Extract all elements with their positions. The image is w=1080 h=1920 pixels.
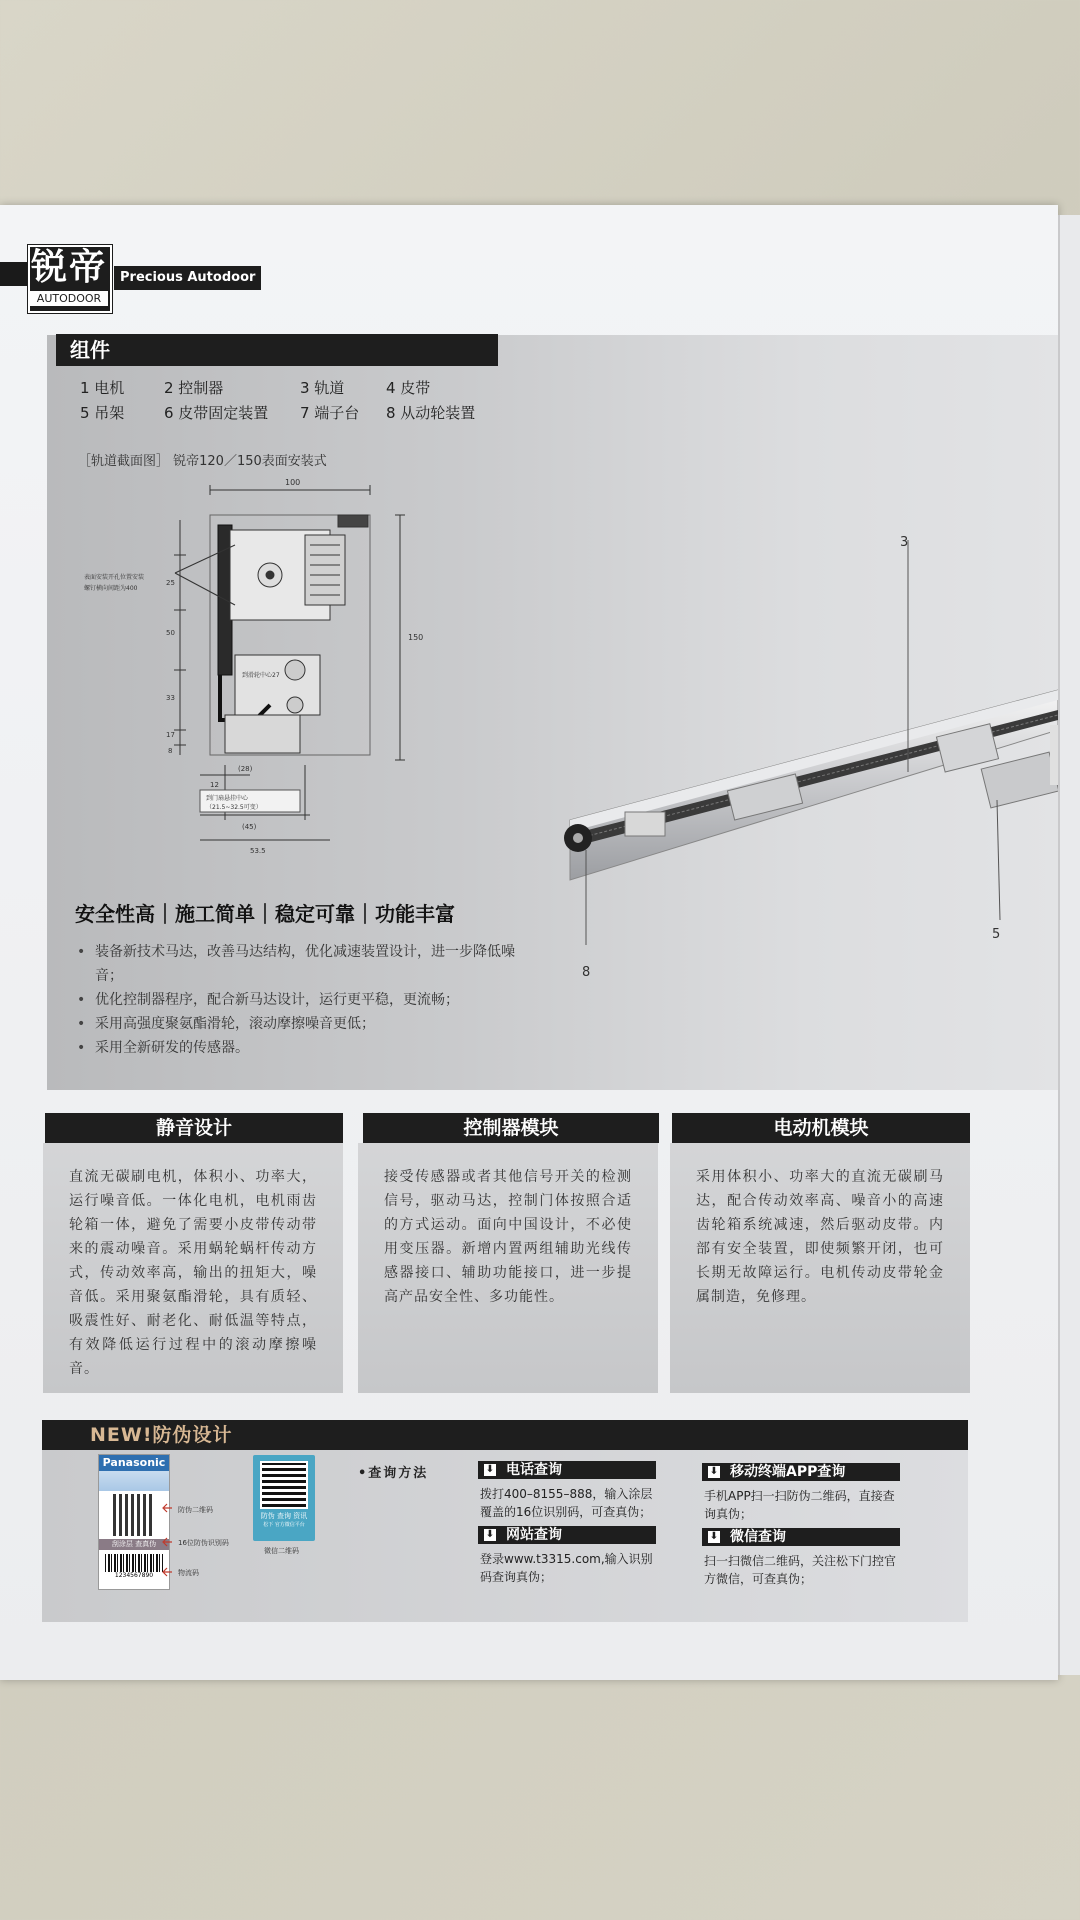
component-item: 5 吊架 <box>80 404 125 422</box>
arrow-down-icon: ⬇ <box>709 1531 719 1542</box>
label-qr-note: 防伪二维码 <box>178 1506 213 1514</box>
photo-label-3: 3 <box>900 535 909 550</box>
box-text-silent: 直流无碳刷电机，体积小、功率大，运行噪音低。一体化电机，电机雨齿轮箱一体，避免了需要小皮带传动带来的震动噪音。采用蜗轮蜗杆传动方式，传动效率高，输出的扭矩大，噪音低。采用聚氨酯滑轮，具有质轻、吸震性好、耐老化、耐低温等特点，有效降低运行过程中的滚动摩擦噪音。 <box>43 1143 343 1393</box>
components-title: 组件 <box>56 334 498 366</box>
table-surface <box>0 1680 1080 1920</box>
component-item: 4 皮带 <box>386 379 431 397</box>
dim-5: 8 <box>168 747 173 755</box>
component-item: 7 端子台 <box>300 404 360 422</box>
box-title-controller: 控制器模块 <box>363 1113 659 1143</box>
dim-4: 17 <box>166 731 175 739</box>
photo-label-8: 8 <box>582 965 591 980</box>
feature-item: • 优化控制器程序，配合新马达设计，运行更平稳，更流畅； <box>75 988 515 1012</box>
dim-6: (28) <box>238 765 253 773</box>
track-product-illustration <box>540 520 1058 960</box>
query-method-label: •查询方法 <box>358 1466 429 1481</box>
label-logistics-note: 物流码 <box>178 1569 199 1577</box>
dim-7: 12 <box>210 781 219 789</box>
app-query-header <box>702 1463 900 1481</box>
features-list <box>75 940 515 1060</box>
label-code-note: 16位防伪识别码 <box>178 1539 229 1547</box>
feature-item: • 采用高强度聚氨酯滑轮，滚动摩擦噪音更低； <box>75 1012 515 1036</box>
wechat-query-title: 微信查询 <box>730 1529 786 1545</box>
feature-item: • 采用全新研发的传感器。 <box>75 1036 515 1060</box>
anticounterfeit-title: NEW!防伪设计 <box>90 1424 233 1446</box>
arrow-down-icon: ⬇ <box>485 1529 495 1540</box>
components-row-2 <box>80 402 475 423</box>
feature-item: • 装备新技术马达，改善马达结构，优化减速装置设计，进一步降低噪音； <box>75 940 515 988</box>
component-item: 8 从动轮装置 <box>386 404 476 422</box>
wechat-text: 防伪 查询 资讯 <box>260 1512 308 1520</box>
component-item: 3 轨道 <box>300 379 345 397</box>
barcode-icon <box>105 1554 163 1572</box>
component-item: 1 电机 <box>80 379 125 397</box>
box-title-silent: 静音设计 <box>45 1113 343 1143</box>
dim-right: 150 <box>408 633 424 642</box>
phone-query-title: 电话查询 <box>506 1462 562 1478</box>
logo-bar <box>0 262 28 286</box>
note-center: 到滑轮中心27 <box>242 672 280 679</box>
next-page-edge <box>1058 215 1080 1675</box>
note-bottom-2: （21.5~32.5可变） <box>206 804 262 811</box>
qr-code-icon <box>113 1494 155 1536</box>
web-query-header <box>478 1526 656 1544</box>
brand-tagline: Precious Autodoor <box>114 266 261 290</box>
qr-code-icon <box>260 1461 308 1509</box>
label-pointer-arrows <box>162 1500 202 1580</box>
box-title-motor: 电动机模块 <box>672 1113 970 1143</box>
arrow-down-icon: ⬇ <box>709 1466 719 1477</box>
dim-9: 53.5 <box>250 847 266 855</box>
arrow-down-icon: ⬇ <box>485 1464 495 1475</box>
wechat-qr-card <box>253 1455 315 1541</box>
web-query-text: 登录www.t3315.com,输入识别码查询真伪； <box>480 1552 653 1584</box>
dim-8: (45) <box>242 823 257 831</box>
component-item: 6 皮带固定装置 <box>164 404 269 422</box>
phone-query-text: 拨打400–8155–888，输入涂层覆盖的16位识别码，可查真伪； <box>480 1487 653 1519</box>
photo-label-5: 5 <box>992 927 1001 942</box>
box-text-motor: 采用体积小、功率大的直流无碳刷马达，配合传动效率高、噪音小的高速齿轮箱系统减速，然后驱动皮带。内部有安全装置，即使频繁开闭，也可长期无故障运行。电机传动皮带轮金属制造，免修理。 <box>670 1143 970 1393</box>
dim-2: 50 <box>166 629 175 637</box>
brand-name-cn: 锐帝 <box>30 247 107 288</box>
component-item: 2 控制器 <box>164 379 224 397</box>
track-cross-section-diagram <box>70 475 430 860</box>
box-text-controller: 接受传感器或者其他信号开关的检测信号，驱动马达，控制门体按照合适的方式运动。面向中国设计，不必使用变压器。新增内置两组辅助光线传感器接口、辅助功能接口，进一步提高产品安全性、多功能性。 <box>358 1143 658 1393</box>
web-query-title: 网站查询 <box>506 1527 562 1543</box>
label-scratch: 刮涂层 查真伪 <box>99 1539 169 1550</box>
diagram-caption: ［轨道截面图］ 锐帝120／150表面安装式 <box>78 454 327 469</box>
label-number: 1234567890 <box>114 1572 154 1579</box>
label-brand: Panasonic <box>99 1455 169 1471</box>
dim-top: 100 <box>285 478 301 487</box>
dim-3: 33 <box>166 694 175 702</box>
brand-name-en: AUTODOOR <box>30 291 108 306</box>
note-left-2: 螺钉横向间距为400 <box>84 585 138 592</box>
wechat-sub: 松下 官方微信平台 <box>263 1522 305 1528</box>
wechat-query-header <box>702 1528 900 1546</box>
note-bottom-1: 到门扇悬挂中心 <box>206 795 249 802</box>
wechat-note: 微信二维码 <box>264 1547 299 1555</box>
app-query-title: 移动终端APP查询 <box>730 1464 846 1480</box>
app-query-text: 手机APP扫一扫防伪二维码，直接查询真伪； <box>704 1489 895 1521</box>
components-row-1 <box>80 377 430 398</box>
anticounterfeit-label <box>98 1454 170 1590</box>
dim-1: 25 <box>166 579 175 587</box>
phone-query-header <box>478 1461 656 1479</box>
wechat-query-text: 扫一扫微信二维码，关注松下门控官方微信，可查真伪； <box>704 1554 897 1586</box>
note-left: 表面安装开孔位置安装 <box>84 574 145 581</box>
features-heading: 安全性高｜施工简单｜稳定可靠｜功能丰富 <box>75 902 455 926</box>
